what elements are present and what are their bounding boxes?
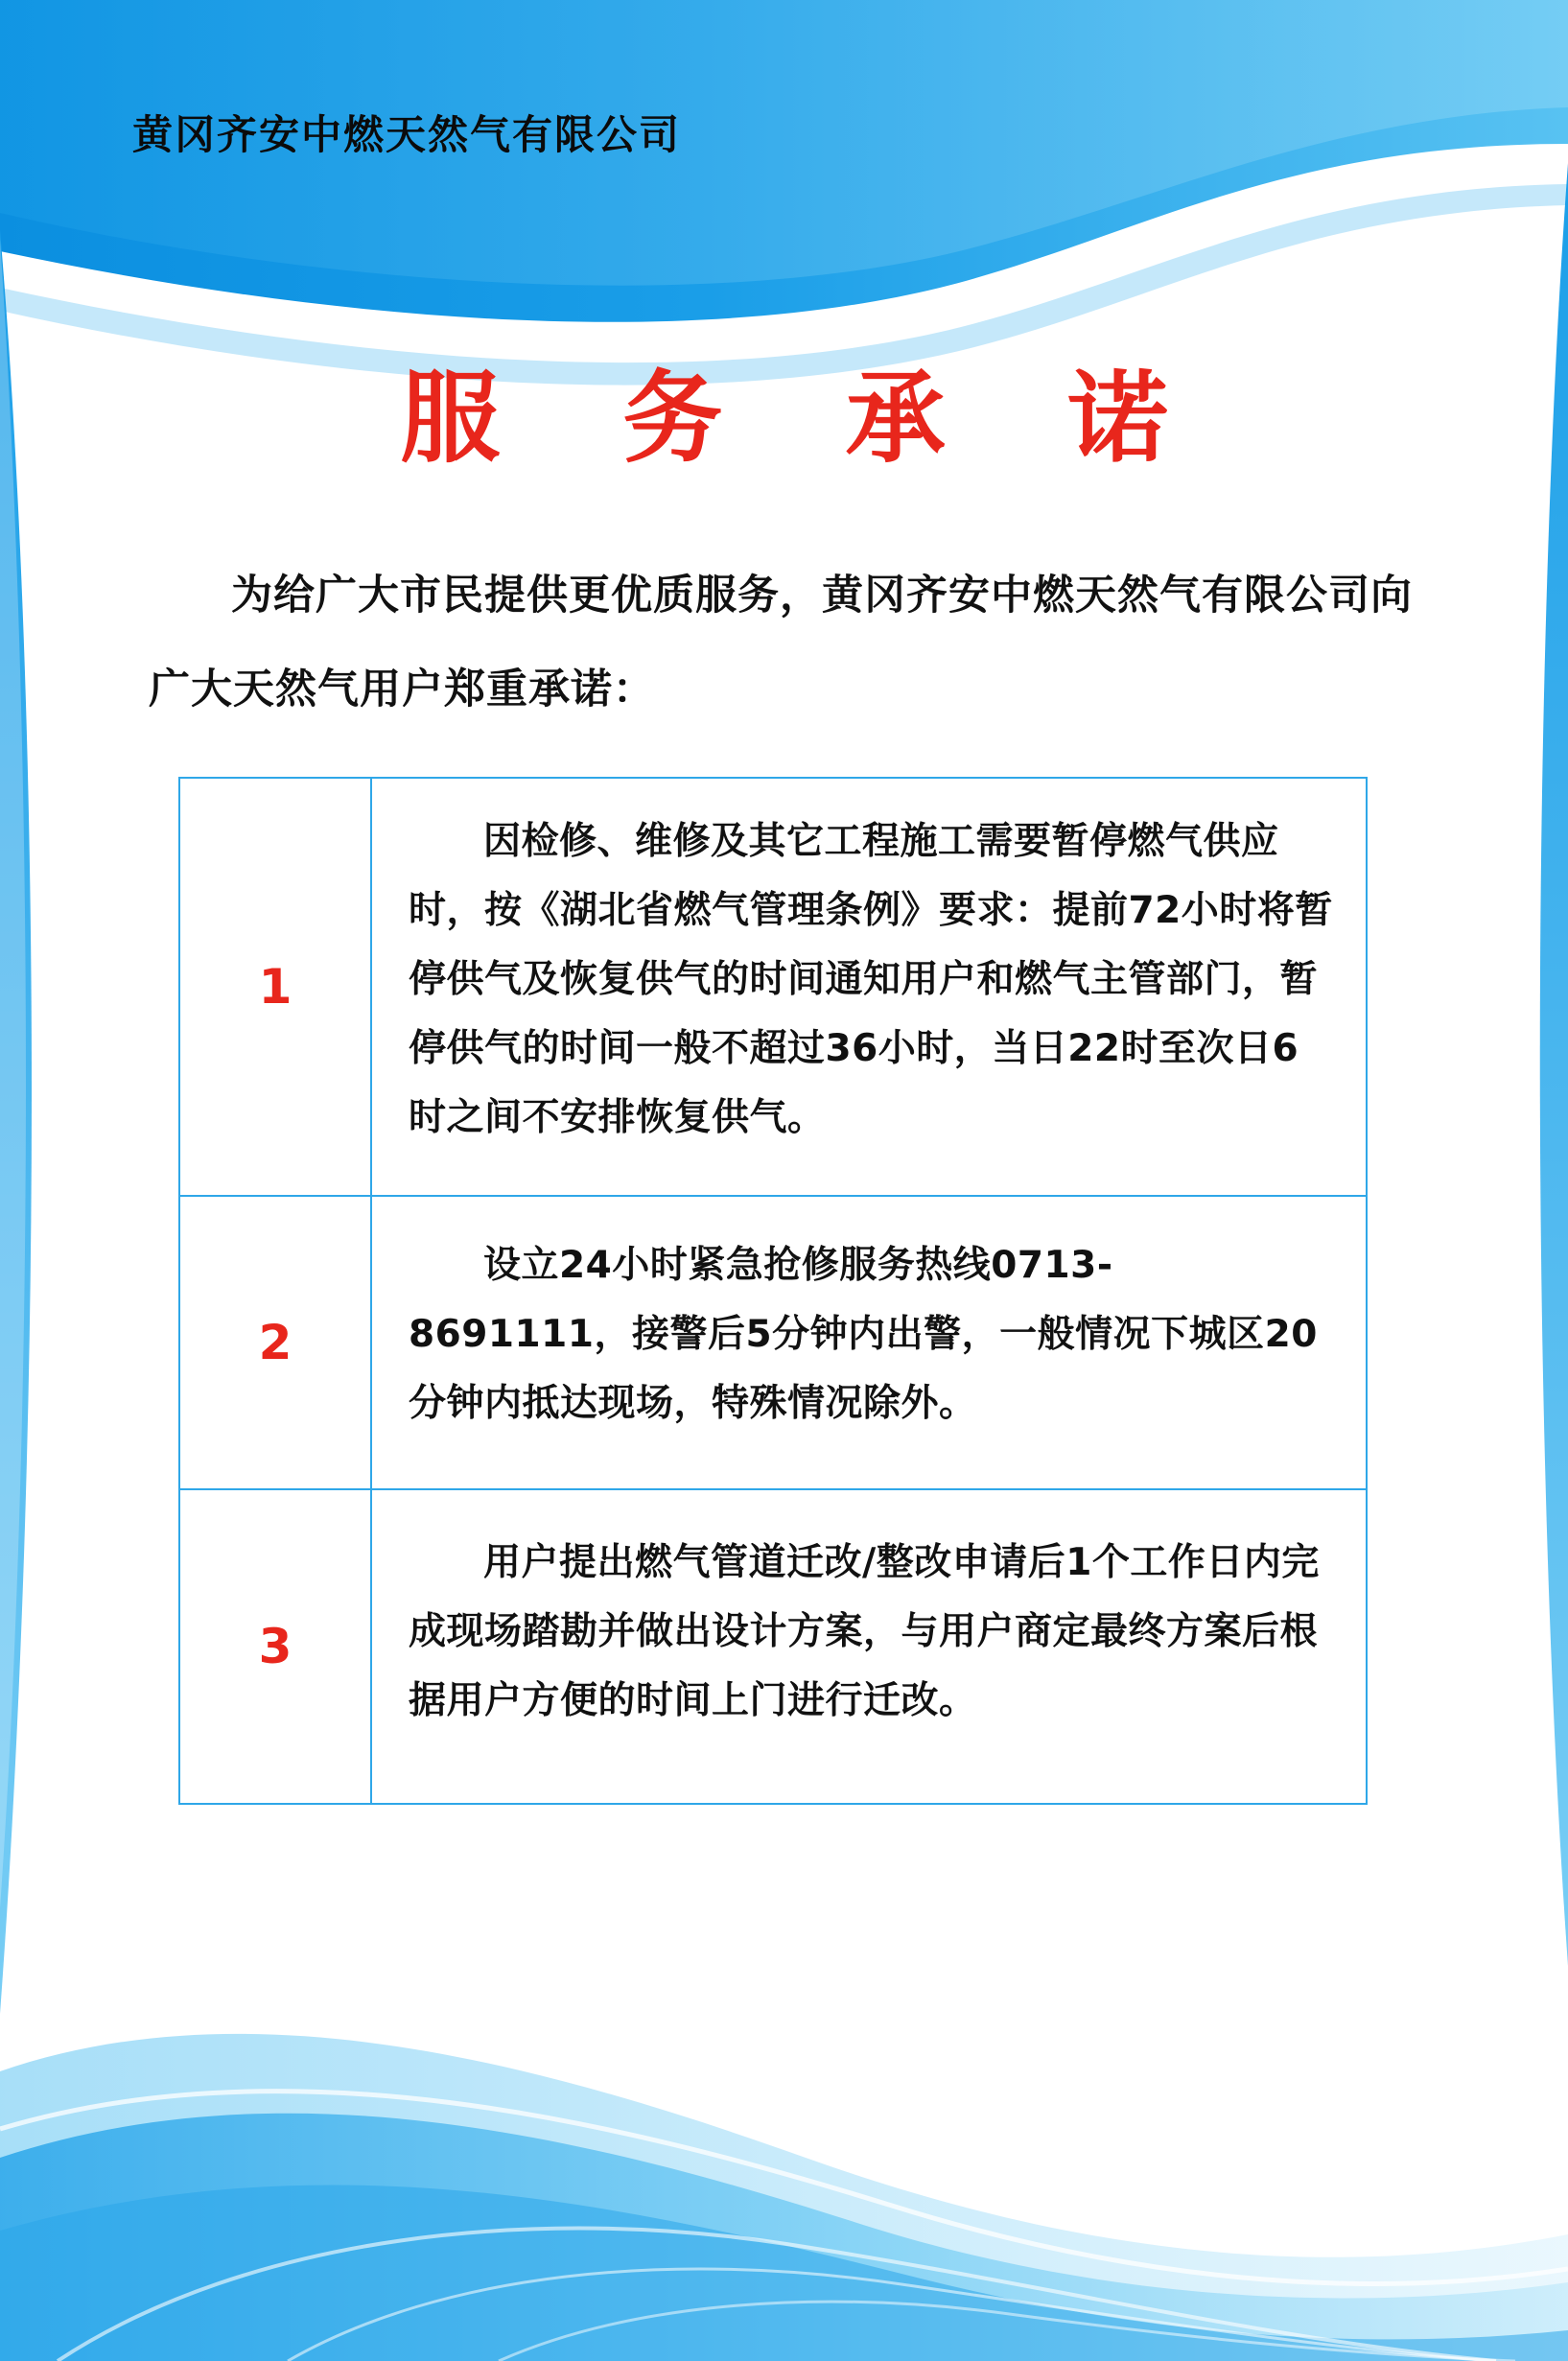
promise-text: 用户提出燃气管道迁改/整改申请后1个工作日内完成现场踏勘并做出设计方案，与用户商定最终方案后根据用户方便的时间上门进行迁改。 (409, 1541, 1320, 1722)
table-row (179, 778, 1367, 1196)
company-name: 黄冈齐安中燃天然气有限公司 (132, 111, 682, 158)
promise-text-cell (371, 1489, 1367, 1804)
promise-text-cell (371, 1196, 1367, 1489)
promise-text: 设立24小时紧急抢修服务热线0713-8691111，接警后5分钟内出警，一般情况下城区20分钟内抵达现场，特殊情况除外。 (409, 1244, 1318, 1425)
page-title: 服 务 承 诺 (400, 360, 1212, 477)
table-row (179, 1196, 1367, 1489)
promise-text: 因检修、维修及其它工程施工需要暂停燃气供应时，按《湖北省燃气管理条例》要求：提前72小时将暂停供气及恢复供气的时间通知用户和燃气主管部门，暂停供气的时间一般不超过36小时，当日22时至次日6时之间不安排恢复供气。 (409, 820, 1333, 1139)
promise-number-cell (179, 1489, 371, 1804)
promise-number-cell (179, 1196, 371, 1489)
promise-number: 2 (258, 1315, 293, 1370)
promise-number: 1 (258, 959, 293, 1015)
promise-table (178, 777, 1368, 1805)
promise-number-cell (179, 778, 371, 1196)
promise-text-cell (371, 778, 1367, 1196)
intro-paragraph: 为给广大市民提供更优质服务，黄冈齐安中燃天然气有限公司向广大天然气用户郑重承诺： (149, 572, 1413, 713)
table-row (179, 1489, 1367, 1804)
promise-number: 3 (258, 1619, 293, 1674)
